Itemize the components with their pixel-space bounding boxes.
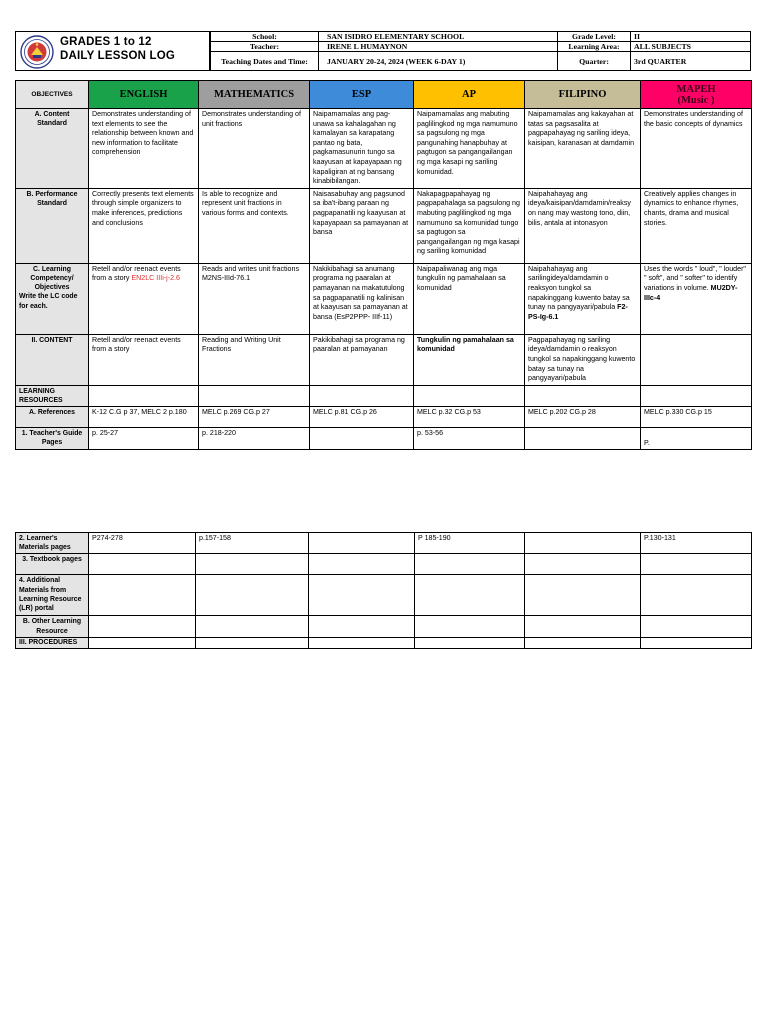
competency-label xyxy=(16,263,89,334)
teachers-guide-mapeh: P. xyxy=(641,428,752,450)
learning-resources-cell xyxy=(641,385,752,406)
teachers-guide-row xyxy=(16,428,752,450)
competency-math xyxy=(199,263,310,334)
additional-materials-row xyxy=(16,575,752,616)
additional-materials-cell xyxy=(89,575,196,616)
mapeh-title: MAPEH xyxy=(676,83,716,95)
competency-english xyxy=(89,263,199,334)
content-standard-mapeh: Demonstrates understanding of the basic concepts of dynamics xyxy=(641,109,752,189)
mapeh-subtitle: (Music ) xyxy=(677,94,715,106)
other-resource-cell xyxy=(415,616,525,637)
lesson-log-table-continued xyxy=(15,532,752,649)
learning-resources-cell xyxy=(525,385,641,406)
school-value: SAN ISIDRO ELEMENTARY SCHOOL xyxy=(319,32,558,42)
other-resource-label: B. Other Learning Resource xyxy=(16,616,89,637)
performance-standard-ap: Nakapagpapahayag ng pagpapahalaga sa pagsulong ng mabuting paglilingkod ng mga namumuno sa komunidad tungo sa pagtugon sa pangangailangan ng mga kasapi ng sariling komunidad xyxy=(414,188,525,263)
other-resource-row xyxy=(16,616,752,637)
performance-standard-mapeh: Creatively applies changes in dynamics to enhance rhymes, chants, drama and musical stories. xyxy=(641,188,752,263)
content-row xyxy=(16,334,752,385)
competency-english-text: Retell and/or reenact events from a story xyxy=(92,264,181,283)
additional-materials-cell xyxy=(415,575,525,616)
references-english: K-12 C.G p 37, MELC 2 p.180 xyxy=(89,407,199,428)
dll-title-line1: GRADES 1 to 12 xyxy=(60,36,152,48)
procedures-cell xyxy=(525,637,641,648)
competency-math-text: Reads and writes unit fractions xyxy=(202,264,299,273)
competency-mapeh xyxy=(641,263,752,334)
additional-materials-cell xyxy=(641,575,752,616)
content-standard-filipino: Naipamamalas ang kakayahan at tatas sa pagsasalita at pagpapahayag ng sariling ideya, kaisipan, karanasan at damdamin xyxy=(525,109,641,189)
learning-resources-row xyxy=(16,385,752,406)
learning-resources-cell xyxy=(414,385,525,406)
references-filipino: MELC p.202 CG.p 28 xyxy=(525,407,641,428)
content-standard-math: Demonstrates understanding of unit fractions xyxy=(199,109,310,189)
school-label: School: xyxy=(211,32,319,42)
other-resource-cell xyxy=(309,616,415,637)
additional-materials-label: 4. Additional Materials from Learning Resource (LR) portal xyxy=(16,575,89,616)
competency-english-code: EN2LC IIIi-j-2.6 xyxy=(131,274,180,283)
deped-seal-icon xyxy=(20,35,54,69)
teaching-dates-label: Teaching Dates and Time: xyxy=(211,52,319,71)
learners-materials-mapeh: P.130-131 xyxy=(641,533,752,554)
learners-materials-label: 2. Learner's Materials pages xyxy=(16,533,89,554)
references-mapeh: MELC p.330 CG.p 15 xyxy=(641,407,752,428)
procedures-cell xyxy=(89,637,196,648)
content-ap: Tungkulin ng pamahalaan sa komunidad xyxy=(414,334,525,385)
content-math: Reading and Writing Unit Fractions xyxy=(199,334,310,385)
content-filipino: Pagpapahayag ng sariling ideya/damdamin o reaksyon tungkol sa napakinggang kuwento batay sa tunay na pangyayari/pabula xyxy=(525,334,641,385)
objectives-label: OBJECTIVES xyxy=(16,81,89,109)
content-standard-row xyxy=(16,109,752,189)
learning-resources-cell xyxy=(199,385,310,406)
learning-resources-cell xyxy=(89,385,199,406)
references-label: A. References xyxy=(16,407,89,428)
subject-header-filipino: FILIPINO xyxy=(525,81,641,109)
performance-standard-label: B. Performance Standard xyxy=(16,188,89,263)
subject-header-mathematics: MATHEMATICS xyxy=(199,81,310,109)
content-standard-label: A. Content Standard xyxy=(16,109,89,189)
content-standard-english: Demonstrates understanding of text elements to see the relationship between known and new information to facilitate comprehension xyxy=(89,109,199,189)
content-standard-esp: Naipamamalas ang pag-unawa sa kahalagahan ng kamalayan sa karapatang pantao ng bata, pagkamasunurin tungo sa kaayusan at kapayapaan ng kapaligiran at ng bansang kinabibilangan. xyxy=(310,109,414,189)
performance-standard-esp: Naisasabuhay ang pagsunod sa iba't-ibang paraan ng pagpapanatili ng kaayusan at kapayapaan sa pamayanan at bansa xyxy=(310,188,414,263)
teachers-guide-esp xyxy=(310,428,414,450)
other-resource-cell xyxy=(641,616,752,637)
learning-area-value: ALL SUBJECTS xyxy=(631,42,751,52)
other-resource-cell xyxy=(525,616,641,637)
teachers-guide-english: p. 25-27 xyxy=(89,428,199,450)
lesson-log-table xyxy=(15,80,752,450)
procedures-cell xyxy=(196,637,309,648)
references-row xyxy=(16,407,752,428)
school-info-table xyxy=(210,31,751,71)
quarter-value: 3rd QUARTER xyxy=(631,52,751,71)
content-esp: Pakikibahagi sa programa ng paaralan at pamayanan xyxy=(310,334,414,385)
procedures-label: III. PROCEDURES xyxy=(16,637,89,648)
textbook-label: 3. Textbook pages xyxy=(16,554,89,575)
competency-math-code: M2NS-IIId-76.1 xyxy=(202,274,251,283)
teaching-dates-value: JANUARY 20-24, 2024 (WEEK 6-DAY 1) xyxy=(319,52,558,71)
content-mapeh xyxy=(641,334,752,385)
learners-materials-filipino xyxy=(525,533,641,554)
textbook-cell xyxy=(415,554,525,575)
procedures-row xyxy=(16,637,752,648)
grade-level-label: Grade Level: xyxy=(558,32,631,42)
quarter-label: Quarter: xyxy=(558,52,631,71)
dll-title-line2: DAILY LESSON LOG xyxy=(60,50,176,62)
learners-materials-row xyxy=(16,533,752,554)
competency-row xyxy=(16,263,752,334)
dll-header-block xyxy=(15,31,210,71)
subject-header-esp: ESP xyxy=(310,81,414,109)
teachers-guide-math: p. 218-220 xyxy=(199,428,310,450)
subject-header-ap: AP xyxy=(414,81,525,109)
additional-materials-cell xyxy=(525,575,641,616)
subject-header-english: ENGLISH xyxy=(89,81,199,109)
competency-ap: Naipapaliwanag ang mga tungkulin ng pamahalaan sa komunidad xyxy=(414,263,525,334)
other-resource-cell xyxy=(89,616,196,637)
teachers-guide-label: 1. Teacher's Guide Pages xyxy=(16,428,89,450)
competency-esp: Nakikibahagi sa anumang programa ng paaralan at pamayanan na makatutulong sa pagpapanatili ng kalinisan at kaayusan sa pamayanan at bansa (EsP2PPP- IIIf-11) xyxy=(310,263,414,334)
learners-materials-math: p.157-158 xyxy=(196,533,309,554)
references-esp: MELC p.81 CG.p 26 xyxy=(310,407,414,428)
competency-mapeh-text: Uses the words " loud", " louder" " soft", and " softer" to identify variations in volume. xyxy=(644,264,746,292)
competency-mapeh-code: MU2DY-IIIc-4 xyxy=(644,283,738,302)
procedures-cell xyxy=(309,637,415,648)
performance-standard-math: Is able to recognize and represent unit fractions in various forms and contexts. xyxy=(199,188,310,263)
performance-standard-filipino: Naipahahayag ang ideya/kaisipan/damdamin/reaksy on nang may wastong tono, diin, bilis, antala at intonasyon xyxy=(525,188,641,263)
procedures-cell xyxy=(641,637,752,648)
competency-filipino-text: Naipahahayag ang sarilingideya/damdamin o reaksyon tungkol sa napakinggang kuwento batay sa tunay na pangyayari/pabula xyxy=(528,264,630,312)
performance-standard-english: Correctly presents text elements through simple organizers to make inferences, predictions and conclusions xyxy=(89,188,199,263)
content-standard-ap: Naipamamalas ang mabuting paglilingkod ng mga namumuno sa pagsulong ng mga pangunahing hanapbuhay at pagtugon sa pangangailangan ng mga kasapi ng sariling komunidad. xyxy=(414,109,525,189)
textbook-cell xyxy=(309,554,415,575)
textbook-cell xyxy=(641,554,752,575)
learners-materials-ap: P 185-190 xyxy=(415,533,525,554)
competency-label-main: C. Learning Competency/ Objectives xyxy=(30,265,74,292)
performance-standard-row xyxy=(16,188,752,263)
content-label: II. CONTENT xyxy=(16,334,89,385)
competency-filipino-code: F2-PS-Ig-6.1 xyxy=(528,303,628,321)
subject-header-mapeh xyxy=(641,81,752,109)
grade-level-value: II xyxy=(631,32,751,42)
learners-materials-esp xyxy=(309,533,415,554)
learning-resources-cell xyxy=(310,385,414,406)
teacher-value: IRENE L HUMAYNON xyxy=(319,42,558,52)
references-math: MELC p.269 CG.p 27 xyxy=(199,407,310,428)
learning-resources-label: LEARNING RESOURCES xyxy=(16,385,89,406)
other-resource-cell xyxy=(196,616,309,637)
teachers-guide-ap: p. 53-56 xyxy=(414,428,525,450)
textbook-cell xyxy=(89,554,196,575)
content-english: Retell and/or reenact events from a story xyxy=(89,334,199,385)
references-ap: MELC p.32 CG.p 53 xyxy=(414,407,525,428)
textbook-cell xyxy=(196,554,309,575)
teacher-label: Teacher: xyxy=(211,42,319,52)
learners-materials-english: P274-278 xyxy=(89,533,196,554)
procedures-cell xyxy=(415,637,525,648)
additional-materials-cell xyxy=(196,575,309,616)
learning-area-label: Learning Area: xyxy=(558,42,631,52)
textbook-cell xyxy=(525,554,641,575)
teachers-guide-filipino xyxy=(525,428,641,450)
textbook-row xyxy=(16,554,752,575)
competency-label-note: Write the LC code for each. xyxy=(19,293,78,310)
additional-materials-cell xyxy=(309,575,415,616)
competency-filipino xyxy=(525,263,641,334)
